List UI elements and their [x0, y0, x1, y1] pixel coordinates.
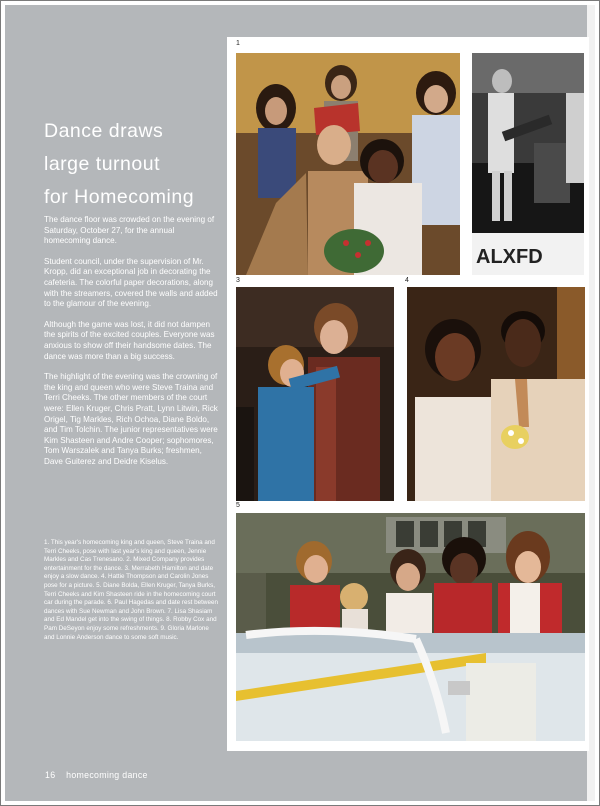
- photo-king-and-queen: [236, 53, 460, 275]
- headline: [44, 115, 224, 214]
- page-footer: [45, 770, 148, 780]
- banner-text: ALXFD: [476, 246, 543, 268]
- article-body: [44, 215, 220, 477]
- headline-line-3: for Homecoming: [44, 186, 195, 208]
- photo-couple-posing: [407, 287, 585, 501]
- photo-area: [227, 37, 589, 751]
- photo-captions: 1. This year's homecoming king and queen, Steve Traina and Terri Cheeks, pose with last year's king and queen, Jennie Markles and Cas Trenesano. 2. Mixed Company provides entertainment for the dance. 3. Merrabeth Hamilton and date enjoy a slow dance. 4. Hattie Thompson and Carolin Jones pose for a picture. 5. Diane Bolda, Ellen Kruger, Tanya Burks, Terri Cheeks and Kim Shasteen ride in the homecoming court car during the parade. 6. Paul Hagedas and date rest between dances with Sue Newman and John Brown. 7. Lisa Shasiam and Ed Mandel get into the swing of things. 8. Robby Cox and Pam DeSeyon enjoy some refreshments. 9. Gloria Marlone and Lonnie Anderson dance to some soft music.: [44, 539, 218, 641]
- photo-number-5: 5: [236, 502, 240, 509]
- headline-line-2: large turnout: [44, 153, 160, 175]
- headline-line-1: Dance draws: [44, 120, 164, 142]
- photo-number-1: 1: [236, 40, 240, 47]
- body-paragraph-2: Student council, under the supervision of Mr. Kropp, did an exceptional job in decorating the cafeteria. The colorful paper decorations, along with the streamers, covered the walls and added to the glamour of the evening.: [44, 256, 218, 309]
- photo-slow-dance: [236, 287, 394, 501]
- photo-band: [472, 53, 584, 275]
- photo-number-3: 3: [236, 277, 240, 284]
- body-paragraph-1: The dance floor was crowded on the evening of Saturday, October 27, for the annual homecoming dance.: [44, 215, 215, 246]
- body-paragraph-3: Although the game was lost, it did not dampen the spirits of the excited couples. Everyone was anxious to show off their handsome dates. The dance was more than a big success.: [44, 319, 215, 361]
- page-number: 16: [45, 770, 56, 780]
- photo-number-4: 4: [405, 277, 409, 284]
- section-label: homecoming dance: [66, 770, 148, 780]
- body-paragraph-4: The highlight of the evening was the crowning of the king and queen who were Steve Traina and Terri Cheeks. The other members of the court were: Ellen Kruger, Chris Pratt, Lynn Litwin, Rick Origel, Tig Markles, Rich Ochoa, Diane Boldo, and Tim Tolchin. The junior representatives were Kim Shasteen and Andre Cooper; sophomores, Tom Warszalek and Tanya Burks; freshmen, Dave Guiterez and Deidre Kiselus.: [44, 372, 218, 466]
- photo-parade-car: [236, 513, 585, 741]
